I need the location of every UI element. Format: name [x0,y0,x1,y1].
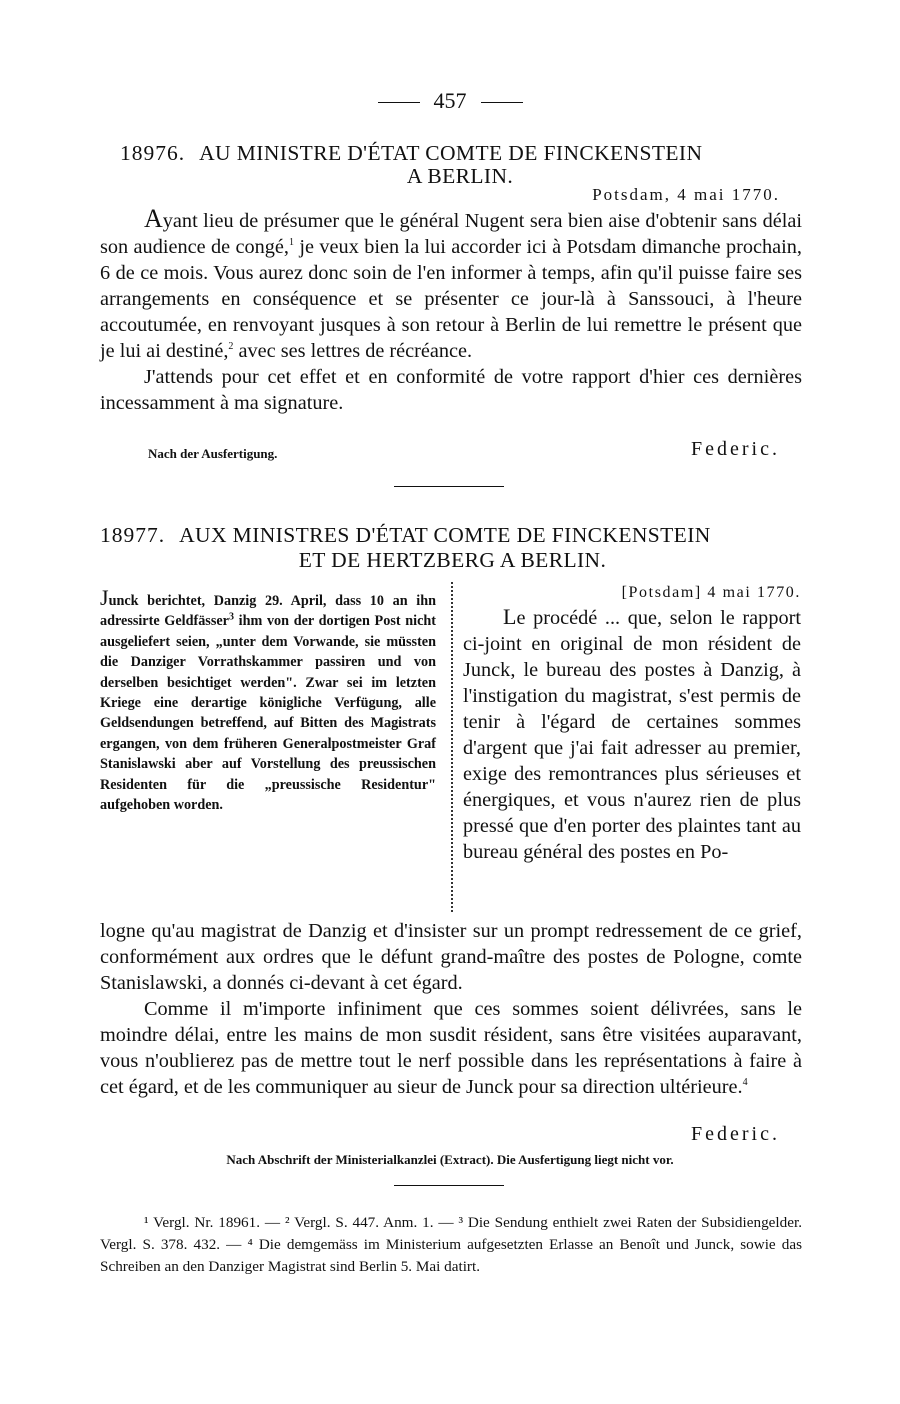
letter1-heading [120,141,800,166]
footnote-ref-2: 2 [228,341,234,353]
letter2-dateline: [Potsdam] 4 mai 1770. [621,584,801,601]
page-number-dash-right [481,102,523,103]
letter2-right-column [463,582,801,865]
letter1-paragraph-2: J'attends pour cet effet et en conformité de votre rapport d'hier ces dernières incessamment à ma signature. [100,366,802,414]
footnote-ref-1: 1 [289,237,295,249]
letter2-paragraph-1-col: Le procédé ... que, selon le rapport ci-joint en original de mon résident de Junck, le bureau des postes à Danzig, à l'instigation du magistrat, s'est permis de tenir à l'égard de certaines sommes d'argent que j'ai fait adresser au premier, exige des remontrances plus sérieuses et énergiques, et vous n'aurez rien de plus pressé que d'en porter des plaintes tant au bureau général des postes en Po- [463,604,801,863]
letter2-heading [100,523,805,548]
section-divider-1 [394,486,504,487]
letter2-body [100,918,802,1100]
page-number-dash-left [378,102,420,103]
letter2-number: 18977. [100,523,166,547]
footnotes [100,1212,802,1278]
letter2-title-line2: ET DE HERTZBERG A BERLIN. [298,548,607,572]
letter2-summary-initial: J [100,585,109,610]
letter2-signature: Federic. [691,1123,780,1145]
footnotes-text: ¹ Vergl. Nr. 18961. — ² Vergl. S. 447. Anm. 1. — ³ Die Sendung enthielt zwei Raten der Subsidiengelder. Vergl. S. 378. 432. — ⁴ Die demgemäss im Ministerium aufgesetzten Erlasse an Benoît und Junck, sowie das Schreiben an den Danziger Magistrat sind Berlin 5. Mai datirt. [100,1214,802,1275]
letter1-number: 18976. [120,141,186,165]
page-number-line [0,88,900,114]
letter2-paragraph-1-cont: logne qu'au magistrat de Danzig et d'insister sur un prompt redressement de ce grief, conformément aux ordres que le défunt grand-maître des postes de Pologne, comte Stanislawski, a donnés ci-devant à cet égard. [100,920,802,994]
column-separator [451,582,453,912]
letter2-title-line1: AUX MINISTRES D'ÉTAT COMTE DE FINCKENSTEIN [179,523,711,547]
letter2-initial: L [503,604,517,629]
letter1-title-line1: AU MINISTRE D'ÉTAT COMTE DE FINCKENSTEIN [199,141,703,165]
page-number: 457 [433,88,467,113]
footnote-ref-4: 4 [742,1077,748,1089]
letter2-summary: Junck berichtet, Danzig 29. April, dass 10 an ihn adressirte Geldfässer$^3$ ihm von der dortigen Post nicht ausgeliefert seien, „unter dem Vorwande, sie müssten die Danziger Vorrathskammer passiren und von derselben besichtiget werden". Zwar sei im letzten Kriege eine derartige königliche Verfügung, alle Geldsendungen betreffend, auf Bitten des Magistrats ergangen, von dem früheren Generalpostmeister Graf Stanislawski aber auf Vorstellung des preussischen Residenten für die „preussische Residentur" aufgehoben worden. [100,585,436,814]
letter2-source-note: Nach Abschrift der Ministerialkanzlei (Extract). Die Ausfertigung liegt nicht vor. [226,1152,674,1167]
letter1-title-line2: A BERLIN. [406,164,514,188]
letter2-paragraph-2: Comme il m'importe infiniment que ces sommes soient délivrées, sans le moindre délai, entre les mains de mon susdit résident, sans être visitées auparavant, vous n'oublierez pas de mettre tout le nerf possible dans les représentations à faire à cet égard, et de les communiquer au sieur de Junck pour sa direction ultérieure.$^4$ [100,998,802,1098]
letter1-source-note: Nach der Ausfertigung. [148,446,278,461]
letter1-body [100,204,802,416]
section-divider-2 [394,1185,504,1186]
letter1-signature: Federic. [691,438,780,460]
footnote-ref-3: 3 [228,611,234,623]
letter1-initial: A [144,204,163,233]
letter1-dateline: Potsdam, 4 mai 1770. [592,185,780,204]
letter1-paragraph-1: Ayant lieu de présumer que le général Nugent sera bien aise d'obtenir sans délai son audience de congé,$^1$ je veux bien la lui accorder ici à Potsdam dimanche prochain, 6 de ce mois. Vous aurez donc soin de l'en informer à temps, afin qu'il puisse faire ses arrangements en conséquence et se présenter ce jour-là à Sanssouci, à l'heure accoutumée, en renvoyant jusques à son retour à Berlin de lui remettre le présent que je lui ai destiné,$^2$ avec ses lettres de récréance. [100,204,802,362]
